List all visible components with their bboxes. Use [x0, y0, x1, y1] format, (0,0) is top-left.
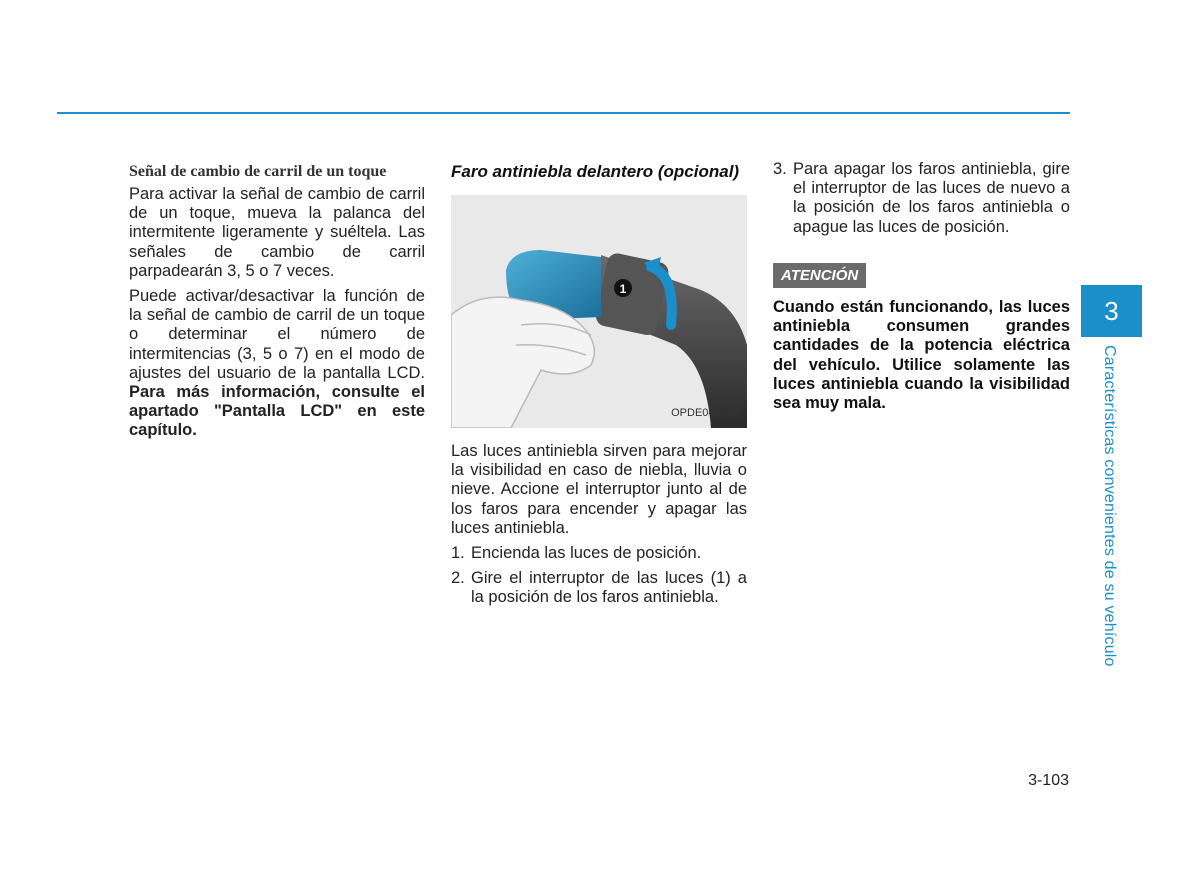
- list-item: [451, 569, 747, 607]
- list-item: [773, 160, 1070, 237]
- attention-label: ATENCIÓN: [773, 263, 866, 288]
- list-item-text: Encienda las luces de posición.: [471, 544, 702, 563]
- fog-light-switch-figure: [451, 195, 747, 428]
- list-item-text: Gire el interruptor de las luces (1) a la posición de los faros antiniebla.: [471, 569, 747, 607]
- header-rule: [57, 112, 1070, 114]
- chapter-title: Características convenientes de su vehículo: [1101, 345, 1118, 667]
- list-item-text: Para apagar los faros antiniebla, gire el interruptor de las luces de nuevo a la posición de los faros antiniebla o apague las luces de posición.: [793, 160, 1070, 236]
- list-item: [451, 544, 747, 563]
- column-right: [773, 160, 1070, 413]
- list-item-number: 3.: [773, 160, 787, 178]
- figure-caption: OPDE046066: [671, 406, 739, 419]
- paragraph-lane-change-settings-text: Puede activar/desactivar la función de la señal de cambio de carril de un toque o determinar el número de intermitencias (3, 5 o 7) en el modo de ajustes del usuario de la pantalla LCD.: [129, 287, 425, 382]
- paragraph-lane-change-intro: Para activar la señal de cambio de carril de un toque, mueva la palanca del intermitente ligeramente y suéltela. Las señales de cambio de carril parpadearán 3, 5 o 7 veces.: [129, 185, 425, 280]
- column-left: [129, 160, 425, 447]
- column-middle: [451, 160, 747, 614]
- section-heading-fog-light: Faro antiniebla delantero (opcional): [451, 162, 740, 181]
- figure-callout-number: 1: [619, 282, 627, 296]
- list-item-number: 1.: [451, 544, 465, 563]
- page-number: 3-103: [1028, 772, 1069, 789]
- list-item-number: 2.: [451, 569, 465, 588]
- steering-stalk-illustration: [451, 195, 747, 428]
- attention-text: Cuando están funcionando, las luces antiniebla consumen grandes cantidades de la potencia eléctrica del vehículo. Utilice solamente las luces antiniebla cuando la visibilidad sea muy mala.: [773, 298, 1070, 413]
- paragraph-fog-light-intro: Las luces antiniebla sirven para mejorar la visibilidad en caso de niebla, lluvia o nieve. Accione el interruptor junto al de los faros para encender y apagar las luces antiniebla.: [451, 442, 747, 537]
- chapter-tab: 3: [1081, 285, 1142, 337]
- section-heading-lane-change: Señal de cambio de carril de un toque: [129, 163, 387, 180]
- paragraph-lane-change-settings: [129, 287, 425, 441]
- paragraph-lane-change-settings-note: Para más información, consulte el apartado "Pantalla LCD" en este capítulo.: [129, 383, 425, 440]
